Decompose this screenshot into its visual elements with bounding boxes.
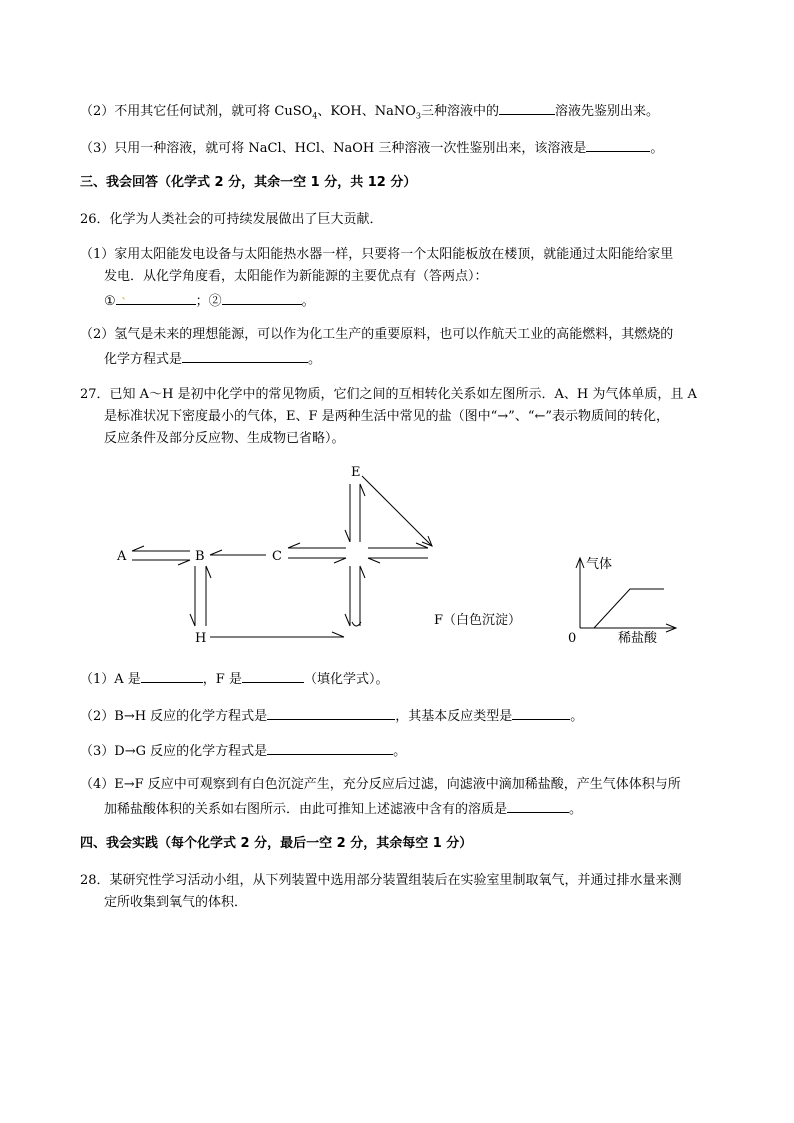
node-e: E [351, 465, 361, 480]
q27-stem-line2: 是标准状况下密度最小的气体，E、F 是两种生活中常见的盐（图中“→”、“←”表示物质间的转化， [104, 409, 670, 424]
q27-stem-line3: 反应条件及部分反应物、生成物已省略）。 [104, 431, 345, 446]
node-f-label: F（白色沉淀） [434, 613, 522, 628]
q25-part3-text: 。 [650, 141, 664, 156]
q26-part1-line1: （1）家用太阳能发电设备与太阳能热水器一样，只要将一个太阳能板放在楼顶，就能通过太阳能给家里 [80, 247, 674, 262]
q25-part2-text: 、KOH、NaNO [317, 104, 416, 119]
q26-part1-line2: 发电．从化学角度看，太阳能作为新能源的主要优点有（答两点）： [104, 269, 488, 284]
arrowhead [210, 550, 222, 555]
graph-ylabel: 气体 [586, 557, 613, 572]
period-text: 。 [570, 709, 584, 724]
node-h: H [195, 631, 207, 646]
arrowhead [360, 484, 365, 496]
q27-part4-line1: （4）E→F 反应中可观察到有白色沉淀产生，充分反应后过滤，向滤液中滴加稀盐酸，产生气体体积与所 [80, 777, 681, 792]
period-text: 。 [569, 802, 583, 817]
q26-part2-line1: （2）氢气是未来的理想能源，可以作为化工生产的重要原料，也可以作航天工业的高能燃料，其燃烧的 [80, 327, 674, 342]
arrowhead [132, 546, 144, 551]
node-c: C [272, 549, 282, 564]
answer-blank[interactable] [242, 668, 304, 683]
section-heading: 四、我会实践（每个化学式 2 分，最后一空 2 分，其余每空 1 分） [80, 836, 473, 851]
q26-part2-text: 化学方程式是 [104, 352, 183, 367]
q27-part2-text: （2）B→H 反应的化学方程式是 [80, 709, 268, 724]
q25-part2-text: 三种溶液中的 [421, 104, 500, 119]
period-text: 。 [308, 352, 322, 367]
section-heading: 三、我会回答（化学式 2 分，其余一空 1 分，共 12 分） [80, 175, 417, 190]
q27-part4-text: 加稀盐酸体积的关系如右图所示．由此可推知上述滤液中含有的溶质是 [104, 802, 508, 817]
q27-part1-text: （填化学式）。 [303, 672, 389, 687]
q27-part2-text: ，其基本反应类型是 [395, 709, 513, 724]
period-text: 。 [301, 294, 315, 309]
arrowhead [345, 530, 350, 542]
subscript: 4 [312, 111, 318, 121]
q26-stem: 26．化学为人类社会的可持续发展做出了巨大贡献． [80, 212, 383, 227]
answer-blank[interactable] [267, 740, 393, 755]
q27-part4-line2 [104, 798, 582, 819]
circled-one: ① [104, 294, 116, 309]
q27-part2 [80, 705, 583, 726]
q28-line1: 28．某研究性学习活动小组，从下列装置中选用部分装置组装后在实验室里制取氧气，并通过排水量来测 [80, 873, 682, 888]
q25-part2-text: 溶液先鉴别出来。 [555, 104, 660, 119]
node-a: A [117, 549, 127, 564]
subscript: 3 [415, 111, 422, 121]
answer-blank[interactable] [512, 705, 570, 720]
arrowhead [332, 632, 344, 637]
arrowhead [178, 560, 190, 565]
arrowhead [190, 614, 195, 626]
period-text: 。 [393, 744, 407, 759]
q27-part3-text: （3）D→G 反应的化学方程式是 [80, 744, 268, 759]
q27-part3 [80, 740, 406, 761]
q27-part1-text: ，F 是 [202, 672, 242, 687]
arrow-e-diagonal [362, 476, 432, 546]
q27-part1 [80, 668, 388, 689]
answer-blank[interactable] [267, 705, 395, 720]
stray-mark: 、 [121, 291, 132, 302]
arrowhead [206, 566, 211, 578]
answer-blank[interactable] [507, 798, 569, 813]
graph-origin: 0 [568, 631, 577, 646]
q28-line2: 定所收集到氧气的体积． [104, 895, 248, 910]
arrowhead [288, 543, 300, 548]
q27-stem-line1: 27．已知 A～H 是初中化学中的常见物质，它们之间的互相转化关系如左图所示．A、H 为气体单质，且 A [80, 387, 697, 402]
q25-part2-text: （2）不用其它任何试剂，就可将 CuSO [80, 104, 313, 119]
answer-blank[interactable] [141, 668, 203, 683]
q27-part1-text: （1）A 是 [80, 672, 141, 687]
q25-part3-text: （3）只用一种溶液，就可将 NaCl、HCl、NaOH 三种溶液一次性鉴别出来，该溶液是 [80, 141, 587, 156]
node-b: B [195, 549, 205, 564]
graph-xlabel: 稀盐酸 [618, 631, 658, 646]
separator-text: ；② [195, 294, 222, 309]
graph-curve [594, 589, 664, 628]
arrowhead [334, 558, 346, 563]
arrowhead [368, 558, 380, 563]
arrowhead [360, 566, 365, 578]
arrowhead [345, 614, 350, 626]
